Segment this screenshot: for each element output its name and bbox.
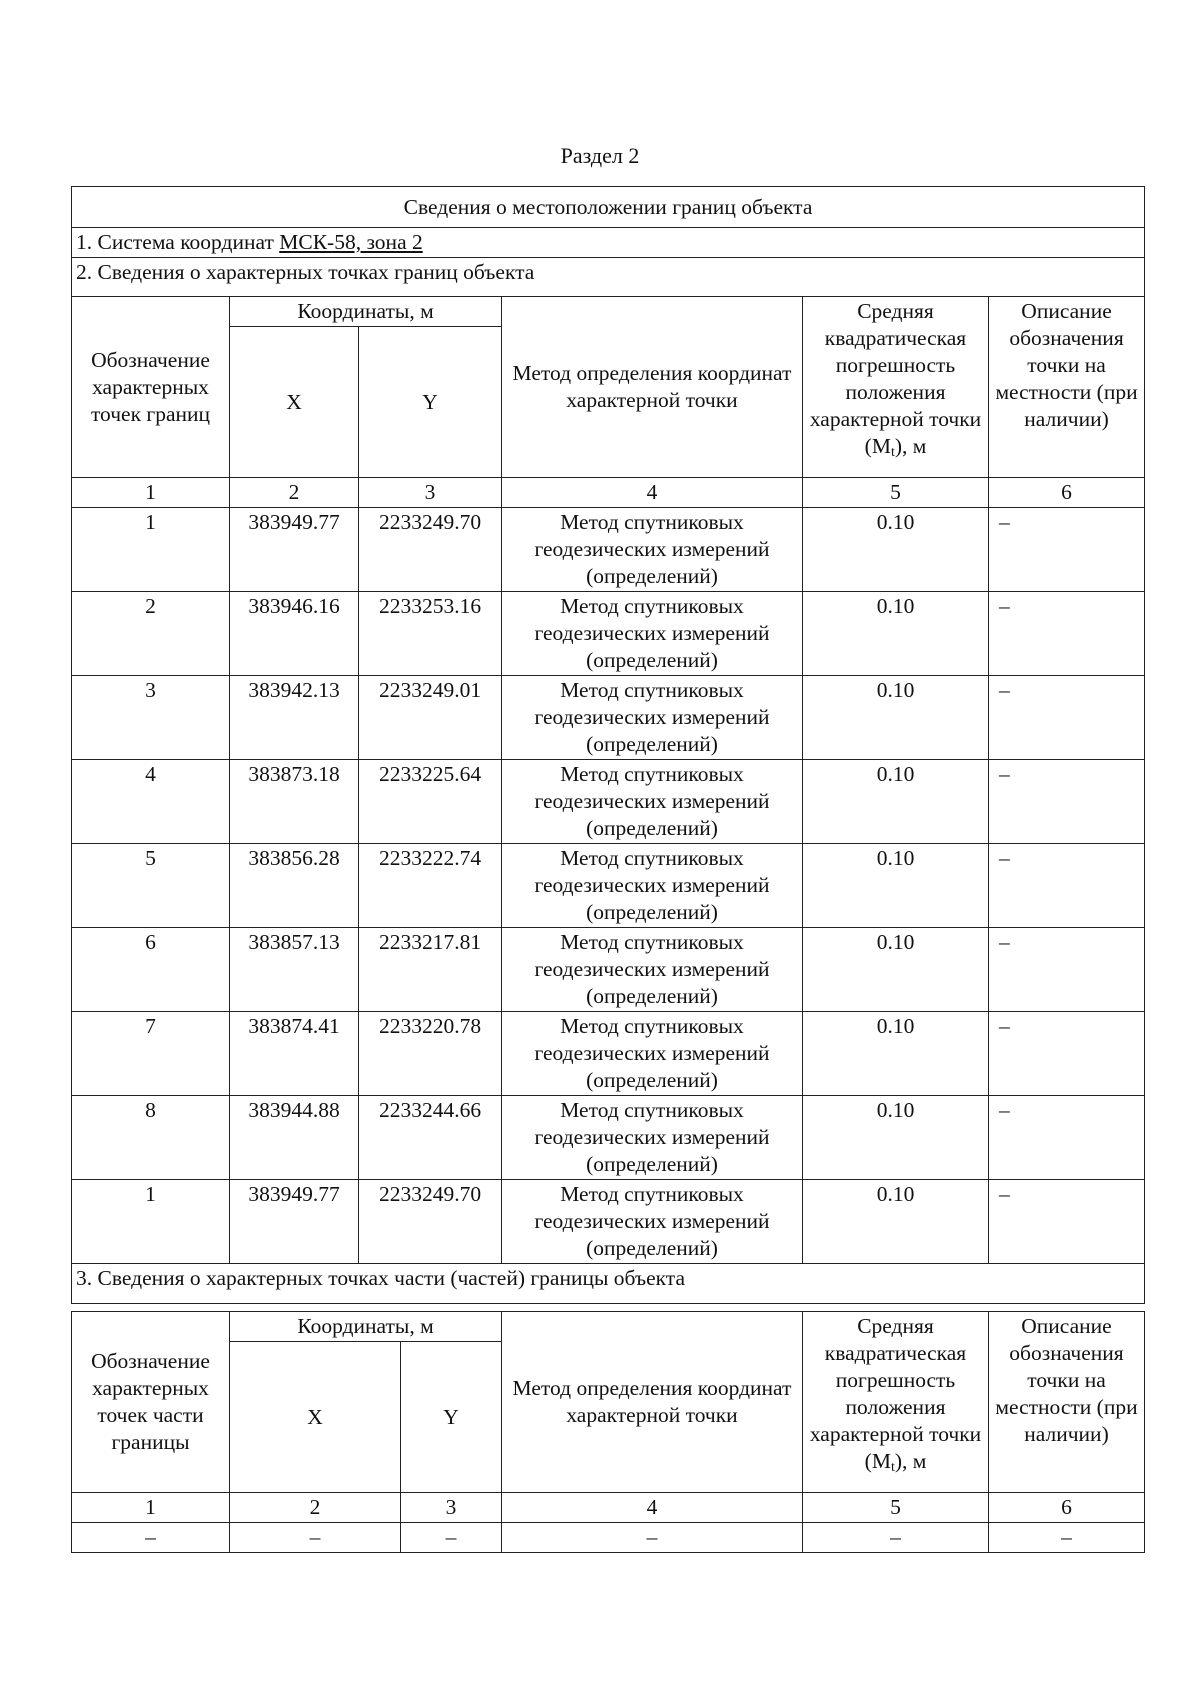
part3-title: 3. Сведения о характерных точках части (частей) границы объекта bbox=[72, 1264, 1145, 1304]
table-row bbox=[72, 1096, 1145, 1180]
cell-x: 383949.77 bbox=[230, 508, 359, 592]
col-number: 3 bbox=[359, 478, 502, 508]
col-number: 6 bbox=[989, 478, 1145, 508]
cell-point: 1 bbox=[72, 1180, 230, 1264]
table-row bbox=[72, 1180, 1145, 1264]
header-row bbox=[72, 1312, 1145, 1342]
cell-method: Метод спутниковых геодезических измерений (определений) bbox=[502, 1012, 803, 1096]
cell-method: Метод спутниковых геодезических измерений (определений) bbox=[502, 1096, 803, 1180]
cell-point: 2 bbox=[72, 592, 230, 676]
cell-y: 2233220.78 bbox=[359, 1012, 502, 1096]
header-method: Метод определения координат характерной точки bbox=[502, 297, 803, 478]
header-error-sub: t bbox=[890, 1460, 895, 1475]
header-coords: Координаты, м bbox=[230, 297, 502, 327]
cell-method: Метод спутниковых геодезических измерений (определений) bbox=[502, 844, 803, 928]
cell-error: 0.10 bbox=[803, 1096, 989, 1180]
cell-error: 0.10 bbox=[803, 592, 989, 676]
col-number: 4 bbox=[502, 478, 803, 508]
cell-y: 2233225.64 bbox=[359, 760, 502, 844]
cell-x: 383949.77 bbox=[230, 1180, 359, 1264]
cell-method: Метод спутниковых геодезических измерений (определений) bbox=[502, 676, 803, 760]
cell-x: 383944.88 bbox=[230, 1096, 359, 1180]
col-number: 2 bbox=[230, 1493, 401, 1523]
cell-description: – bbox=[989, 760, 1145, 844]
cell-description: – bbox=[989, 844, 1145, 928]
cell-description: – bbox=[989, 592, 1145, 676]
cell-method: Метод спутниковых геодезических измерений (определений) bbox=[502, 592, 803, 676]
header-error bbox=[803, 297, 989, 478]
column-numbers-row bbox=[72, 1493, 1145, 1523]
cell-method: Метод спутниковых геодезических измерений (определений) bbox=[502, 1180, 803, 1264]
cell-description: – bbox=[989, 1180, 1145, 1264]
col-number: 5 bbox=[803, 1493, 989, 1523]
col-number: 1 bbox=[72, 478, 230, 508]
cell-method: Метод спутниковых геодезических измерений (определений) bbox=[502, 928, 803, 1012]
cell-y: 2233249.70 bbox=[359, 1180, 502, 1264]
cell-description: – bbox=[989, 1012, 1145, 1096]
cell-error: 0.10 bbox=[803, 928, 989, 1012]
coord-system-prefix: 1. Система координат bbox=[76, 230, 280, 254]
object-boundaries-table bbox=[71, 186, 1145, 1304]
header-coords: Координаты, м bbox=[230, 1312, 502, 1342]
cell-x: 383856.28 bbox=[230, 844, 359, 928]
cell-point: 7 bbox=[72, 1012, 230, 1096]
cell-x: – bbox=[230, 1523, 401, 1553]
cell-y: 2233222.74 bbox=[359, 844, 502, 928]
header-error-main: Средняя квадратическая погрешность положения характерной точки (M bbox=[809, 299, 982, 458]
col-number: 4 bbox=[502, 1493, 803, 1523]
cell-point: – bbox=[72, 1523, 230, 1553]
table-row bbox=[72, 592, 1145, 676]
header-y: Y bbox=[359, 327, 502, 478]
cell-description: – bbox=[989, 928, 1145, 1012]
cell-error: 0.10 bbox=[803, 760, 989, 844]
header-x: X bbox=[230, 1342, 401, 1493]
col-number: 5 bbox=[803, 478, 989, 508]
part3-title-row bbox=[72, 1264, 1145, 1304]
cell-error: 0.10 bbox=[803, 1012, 989, 1096]
table-title: Сведения о местоположении границ объекта bbox=[72, 187, 1145, 228]
header-error bbox=[803, 1312, 989, 1493]
cell-description: – bbox=[989, 508, 1145, 592]
table-row bbox=[72, 844, 1145, 928]
header-description: Описание обозначения точки на местности (при наличии) bbox=[989, 297, 1145, 478]
header-error-tail: ), м bbox=[894, 434, 927, 458]
cell-description: – bbox=[989, 676, 1145, 760]
cell-description: – bbox=[989, 1096, 1145, 1180]
col-number: 3 bbox=[401, 1493, 502, 1523]
header-error-tail: ), м bbox=[894, 1449, 927, 1473]
section-title: Раздел 2 bbox=[560, 143, 640, 168]
table-row bbox=[72, 760, 1145, 844]
table-row bbox=[72, 1012, 1145, 1096]
cell-y: 2233244.66 bbox=[359, 1096, 502, 1180]
cell-y: – bbox=[401, 1523, 502, 1553]
header-row bbox=[72, 297, 1145, 327]
cell-point: 1 bbox=[72, 508, 230, 592]
cell-method: Метод спутниковых геодезических измерений (определений) bbox=[502, 760, 803, 844]
cell-point: 8 bbox=[72, 1096, 230, 1180]
cell-x: 383874.41 bbox=[230, 1012, 359, 1096]
header-point: Обозначение характерных точек части границы bbox=[72, 1312, 230, 1493]
table-row bbox=[72, 1523, 1145, 1553]
header-x: X bbox=[230, 327, 359, 478]
header-description: Описание обозначения точки на местности (при наличии) bbox=[989, 1312, 1145, 1493]
cell-x: 383946.16 bbox=[230, 592, 359, 676]
cell-x: 383857.13 bbox=[230, 928, 359, 1012]
part2-title: 2. Сведения о характерных точках границ объекта bbox=[72, 258, 1145, 297]
table-row bbox=[72, 928, 1145, 1012]
col-number: 6 bbox=[989, 1493, 1145, 1523]
header-error-main: Средняя квадратическая погрешность положения характерной точки (M bbox=[809, 1314, 982, 1473]
cell-x: 383942.13 bbox=[230, 676, 359, 760]
cell-error: 0.10 bbox=[803, 676, 989, 760]
header-error-sub: t bbox=[890, 445, 895, 460]
cell-error: 0.10 bbox=[803, 508, 989, 592]
header-point: Обозначение характерных точек границ bbox=[72, 297, 230, 478]
coord-system-row bbox=[72, 228, 1145, 258]
col-number: 2 bbox=[230, 478, 359, 508]
coord-system bbox=[72, 228, 1145, 258]
cell-method: Метод спутниковых геодезических измерений (определений) bbox=[502, 508, 803, 592]
header-method: Метод определения координат характерной точки bbox=[502, 1312, 803, 1493]
cell-point: 5 bbox=[72, 844, 230, 928]
cell-point: 6 bbox=[72, 928, 230, 1012]
cell-y: 2233249.01 bbox=[359, 676, 502, 760]
column-numbers-row bbox=[72, 478, 1145, 508]
cell-method: – bbox=[502, 1523, 803, 1553]
part2-title-row bbox=[72, 258, 1145, 297]
header-y: Y bbox=[401, 1342, 502, 1493]
table-title-row bbox=[72, 187, 1145, 228]
cell-y: 2233217.81 bbox=[359, 928, 502, 1012]
col-number: 1 bbox=[72, 1493, 230, 1523]
cell-y: 2233253.16 bbox=[359, 592, 502, 676]
cell-description: – bbox=[989, 1523, 1145, 1553]
coord-system-value: МСК-58, зона 2 bbox=[279, 230, 423, 254]
object-part-boundaries-table bbox=[71, 1311, 1145, 1553]
cell-error: 0.10 bbox=[803, 1180, 989, 1264]
cell-error: 0.10 bbox=[803, 844, 989, 928]
cell-error: – bbox=[803, 1523, 989, 1553]
cell-point: 3 bbox=[72, 676, 230, 760]
cell-point: 4 bbox=[72, 760, 230, 844]
cell-y: 2233249.70 bbox=[359, 508, 502, 592]
table-row bbox=[72, 508, 1145, 592]
cell-x: 383873.18 bbox=[230, 760, 359, 844]
table-row bbox=[72, 676, 1145, 760]
